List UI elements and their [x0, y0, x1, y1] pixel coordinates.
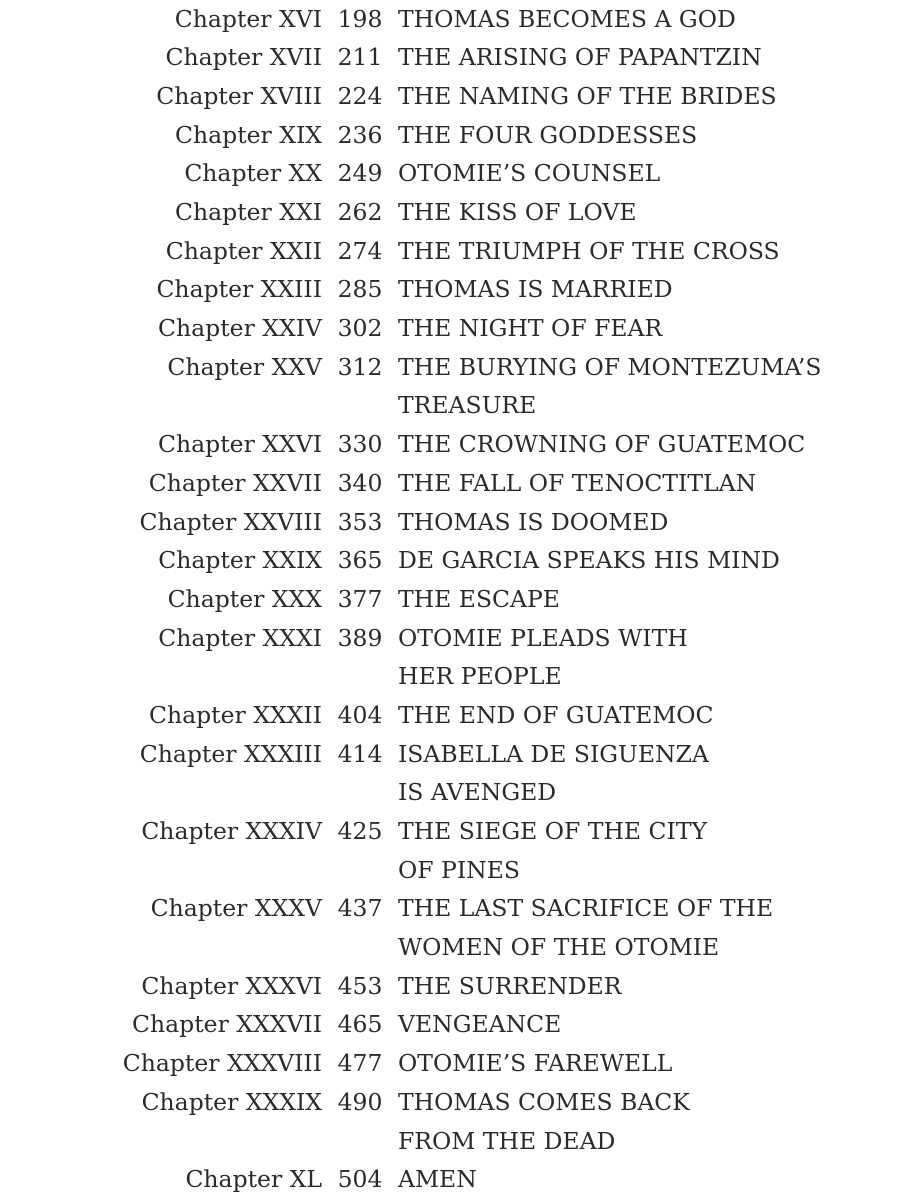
chapter-title: FROM THE DEAD — [398, 1126, 616, 1155]
page-number: 365 — [337, 546, 383, 575]
chapter-label: Chapter XXXIII — [139, 739, 322, 768]
toc-entry — [0, 696, 900, 735]
toc-entry — [0, 116, 900, 155]
page-number: 353 — [337, 507, 383, 536]
chapter-label: Chapter XX — [184, 159, 322, 188]
toc-entry-continuation — [0, 929, 900, 968]
chapter-title: THOMAS IS MARRIED — [398, 275, 673, 304]
chapter-label: Chapter XVII — [165, 43, 322, 72]
page-number: 340 — [337, 468, 383, 497]
chapter-label: Chapter XVIII — [156, 81, 322, 110]
toc-entry — [0, 77, 900, 116]
chapter-label: Chapter XIX — [175, 120, 322, 149]
chapter-title: THOMAS BECOMES A GOD — [398, 4, 736, 33]
chapter-label: Chapter XXIV — [158, 314, 322, 343]
chapter-title: AMEN — [398, 1165, 477, 1194]
toc-entry — [0, 426, 900, 465]
chapter-title: THE ESCAPE — [398, 584, 560, 613]
page-number: 312 — [337, 352, 383, 381]
chapter-label: Chapter XXXVII — [132, 1010, 322, 1039]
chapter-label: Chapter XXX — [167, 584, 322, 613]
chapter-label: Chapter XXV — [167, 352, 322, 381]
toc-entry — [0, 735, 900, 774]
toc-entry — [0, 503, 900, 542]
toc-entry-continuation — [0, 1122, 900, 1161]
toc-entry — [0, 310, 900, 349]
chapter-title: THE END OF GUATEMOC — [398, 700, 714, 729]
chapter-label: Chapter XXXI — [158, 623, 322, 652]
page-number: 224 — [337, 81, 383, 110]
page-number: 490 — [337, 1087, 383, 1116]
chapter-label: Chapter XXXVI — [141, 971, 322, 1000]
chapter-title: VENGEANCE — [398, 1010, 562, 1039]
page-number: 437 — [337, 894, 383, 923]
toc-entry-continuation — [0, 774, 900, 813]
page-number: 477 — [337, 1049, 383, 1078]
toc-entry — [0, 890, 900, 929]
toc-entry-continuation — [0, 387, 900, 426]
chapter-label: Chapter XXVII — [148, 468, 322, 497]
chapter-title: OTOMIE’S FAREWELL — [398, 1049, 673, 1078]
page-number: 465 — [337, 1010, 383, 1039]
chapter-title: THE BURYING OF MONTEZUMA’S — [398, 352, 822, 381]
toc-entry — [0, 967, 900, 1006]
page-number: 302 — [337, 314, 383, 343]
toc-entry — [0, 155, 900, 194]
page-number: 377 — [337, 584, 383, 613]
chapter-label: Chapter XXXVIII — [122, 1049, 322, 1078]
toc-entry — [0, 193, 900, 232]
page-number: 274 — [337, 236, 383, 265]
toc-entry — [0, 1083, 900, 1122]
chapter-label: Chapter XXXIV — [141, 817, 322, 846]
page-number: 404 — [337, 700, 383, 729]
page-number: 330 — [337, 430, 383, 459]
page-number: 262 — [337, 198, 383, 227]
chapter-title: THE SURRENDER — [398, 971, 622, 1000]
toc-entry — [0, 580, 900, 619]
chapter-label: Chapter XL — [185, 1165, 322, 1194]
page-number: 285 — [337, 275, 383, 304]
chapter-title: IS AVENGED — [398, 778, 557, 807]
page-number: 236 — [337, 120, 383, 149]
toc-entry — [0, 271, 900, 310]
chapter-title: OTOMIE’S COUNSEL — [398, 159, 661, 188]
page-number: 414 — [337, 739, 383, 768]
page-number: 211 — [337, 43, 383, 72]
chapter-label: Chapter XXXII — [149, 700, 322, 729]
chapter-title: OF PINES — [398, 855, 520, 884]
chapter-title: OTOMIE PLEADS WITH — [398, 623, 688, 652]
chapter-title: DE GARCIA SPEAKS HIS MIND — [398, 546, 780, 575]
toc-entry — [0, 39, 900, 78]
chapter-title: THE ARISING OF PAPANTZIN — [398, 43, 762, 72]
chapter-label: Chapter XXIII — [156, 275, 322, 304]
toc-entry — [0, 1006, 900, 1045]
toc-entry-continuation — [0, 851, 900, 890]
chapter-title: THE FOUR GODDESSES — [398, 120, 698, 149]
chapter-label: Chapter XXIX — [158, 546, 322, 575]
toc-entry — [0, 542, 900, 581]
toc-entry — [0, 1161, 900, 1200]
page-number: 504 — [337, 1165, 383, 1194]
chapter-title: THE TRIUMPH OF THE CROSS — [398, 236, 780, 265]
chapter-label: Chapter XXVI — [158, 430, 322, 459]
page-number: 198 — [337, 4, 383, 33]
toc-entry — [0, 812, 900, 851]
toc-entry — [0, 232, 900, 271]
chapter-title: THOMAS COMES BACK — [398, 1087, 690, 1116]
chapter-label: Chapter XXVIII — [139, 507, 322, 536]
chapter-label: Chapter XXII — [165, 236, 322, 265]
chapter-title: WOMEN OF THE OTOMIE — [398, 933, 720, 962]
toc-entry — [0, 619, 900, 658]
toc-entry — [0, 348, 900, 387]
chapter-label: Chapter XXXV — [150, 894, 322, 923]
toc-entry — [0, 1045, 900, 1084]
chapter-title: THE KISS OF LOVE — [398, 198, 637, 227]
chapter-title: HER PEOPLE — [398, 662, 562, 691]
chapter-title: THE FALL OF TENOCTITLAN — [398, 468, 757, 497]
toc-entry — [0, 0, 900, 39]
chapter-title: ISABELLA DE SIGUENZA — [398, 739, 709, 768]
page-number: 453 — [337, 971, 383, 1000]
chapter-label: Chapter XVI — [174, 4, 322, 33]
chapter-title: THE SIEGE OF THE CITY — [398, 817, 708, 846]
page-number: 425 — [337, 817, 383, 846]
chapter-label: Chapter XXXIX — [141, 1087, 322, 1116]
toc-entry — [0, 464, 900, 503]
chapter-title: THE LAST SACRIFICE OF THE — [398, 894, 774, 923]
toc-entry-continuation — [0, 658, 900, 697]
chapter-title: THOMAS IS DOOMED — [398, 507, 669, 536]
page-number: 389 — [337, 623, 383, 652]
chapter-title: THE NIGHT OF FEAR — [398, 314, 663, 343]
chapter-title: THE NAMING OF THE BRIDES — [398, 81, 777, 110]
page-number: 249 — [337, 159, 383, 188]
chapter-label: Chapter XXI — [175, 198, 322, 227]
chapter-title: THE CROWNING OF GUATEMOC — [398, 430, 806, 459]
chapter-title: TREASURE — [398, 391, 537, 420]
